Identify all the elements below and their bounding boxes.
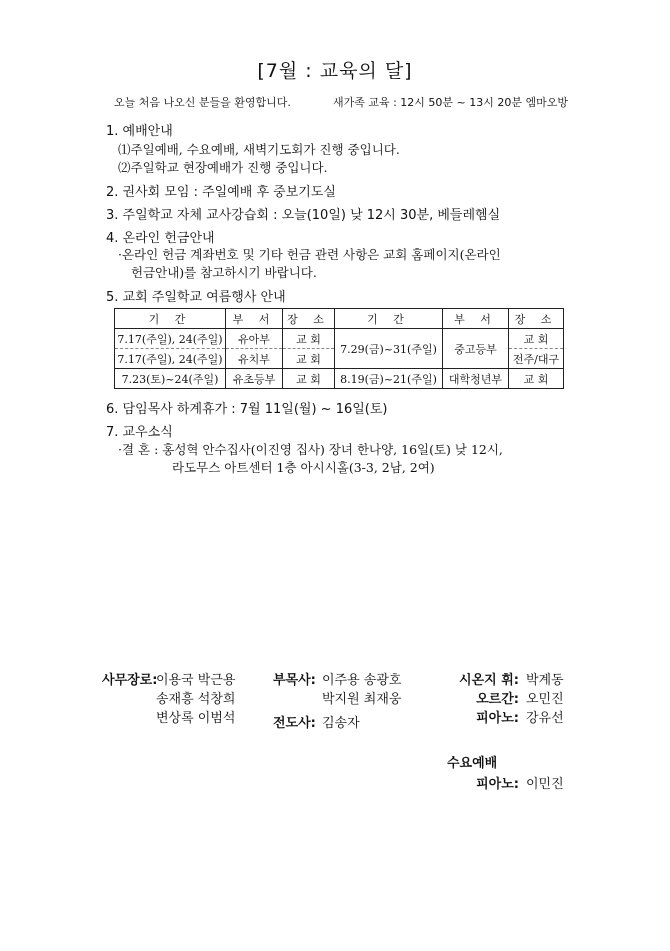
table-header: 장 소 [283,309,335,329]
evangelist-label: 전도사: [273,716,316,731]
table-header: 기 간 [115,309,226,329]
page-title: [7월 : 교육의 달] [257,60,413,82]
table-row [115,369,564,389]
table-cell: 전주/대구 [509,349,564,369]
section-worship-heading: 1. 예배안내 [106,124,173,139]
organ-label: 오르간: [476,692,519,707]
section-teacher-heading: 3. 주일학교 자체 교사강습회 : 오늘(10일) 낮 12시 30분, 베들레헴실 [106,208,501,223]
wednesday-piano-label: 피아노: [476,777,519,792]
table-cell: 교 회 [283,369,335,389]
table-cell: 7.17(주일), 24(주일) [115,349,226,369]
welcome-text: 오늘 처음 나오신 분들을 환영합니다. [114,96,291,109]
table-cell: 7.23(토)~24(주일) [115,369,226,389]
worship-item-2: ⑵주일학교 현장예배가 진행 중입니다. [118,160,328,175]
assoc-pastor-name-1: 이주용 송광호 [322,673,402,688]
table-cell: 유아부 [226,329,283,349]
table-cell: 7.29(금)~31(주일) [335,329,443,369]
table-cell: 유치부 [226,349,283,369]
section-news-heading: 7. 교우소식 [106,425,173,440]
table-cell: 7.17(주일), 24(주일) [115,329,226,349]
table-cell: 유초등부 [226,369,283,389]
organ-name: 오민진 [526,692,564,707]
assoc-pastor-label: 부목사: [273,673,316,688]
section-deaconess-heading: 2. 권사회 모임 : 주일예배 후 중보기도실 [106,185,336,200]
summer-events-table [114,308,564,389]
section-vacation-heading: 6. 담임목사 하계휴가 : 7월 11일(월) ~ 16일(토) [106,402,388,417]
office-elders-name-1: 이용국 박근용 [156,673,236,688]
conductor-label: 시온지 휘: [459,673,519,688]
piano-name: 강유선 [526,711,564,726]
news-line-1: ·결 혼 : 홍성혁 안수집사(이진영 집사) 장녀 한나양, 16일(토) 낮 12시, [118,442,503,457]
table-cell: 교 회 [283,329,335,349]
news-line-2: 라도무스 아트센터 1층 아시시홀(3-3, 2남, 2여) [172,460,435,475]
conductor-name: 박계동 [526,673,564,688]
table-cell: 중고등부 [443,329,509,369]
assoc-pastor-name-2: 박지원 최재웅 [322,692,402,707]
table-cell: 교 회 [283,349,335,369]
table-cell: 8.19(금)~21(주일) [335,369,443,389]
section-online-heading: 4. 온라인 헌금안내 [106,231,215,246]
section-summer-heading: 5. 교회 주일학교 여름행사 안내 [106,290,286,305]
table-header-row [115,309,564,329]
worship-item-1: ⑴주일예배, 수요예배, 새벽기도회가 진행 중입니다. [118,142,400,157]
wednesday-label: 수요예배 [447,756,498,771]
online-line-1: ·온라인 헌금 계좌번호 및 기타 헌금 관련 사항은 교회 홈페이지(온라인 [118,247,501,262]
new-family-info: 새가족 교육 : 12시 50분 ~ 13시 20분 엠마오방 [332,96,568,109]
office-elders-name-3: 변상록 이범석 [156,711,236,726]
office-elders-name-2: 송재흥 석창희 [156,692,236,707]
piano-label: 피아노: [476,711,519,726]
table-cell: 대학청년부 [443,369,509,389]
table-header: 부 서 [443,309,509,329]
table-cell: 교 회 [509,369,564,389]
online-line-2: 헌금안내)를 참고하시기 바랍니다. [131,265,317,280]
table-header: 기 간 [335,309,443,329]
wednesday-piano-name: 이민진 [526,777,564,792]
table-header: 장 소 [509,309,564,329]
table-cell: 교 회 [509,329,564,349]
table-row [115,329,564,349]
table-header: 부 서 [226,309,283,329]
office-elders-label: 사무장로: [102,673,158,688]
evangelist-name: 김송자 [322,716,360,731]
